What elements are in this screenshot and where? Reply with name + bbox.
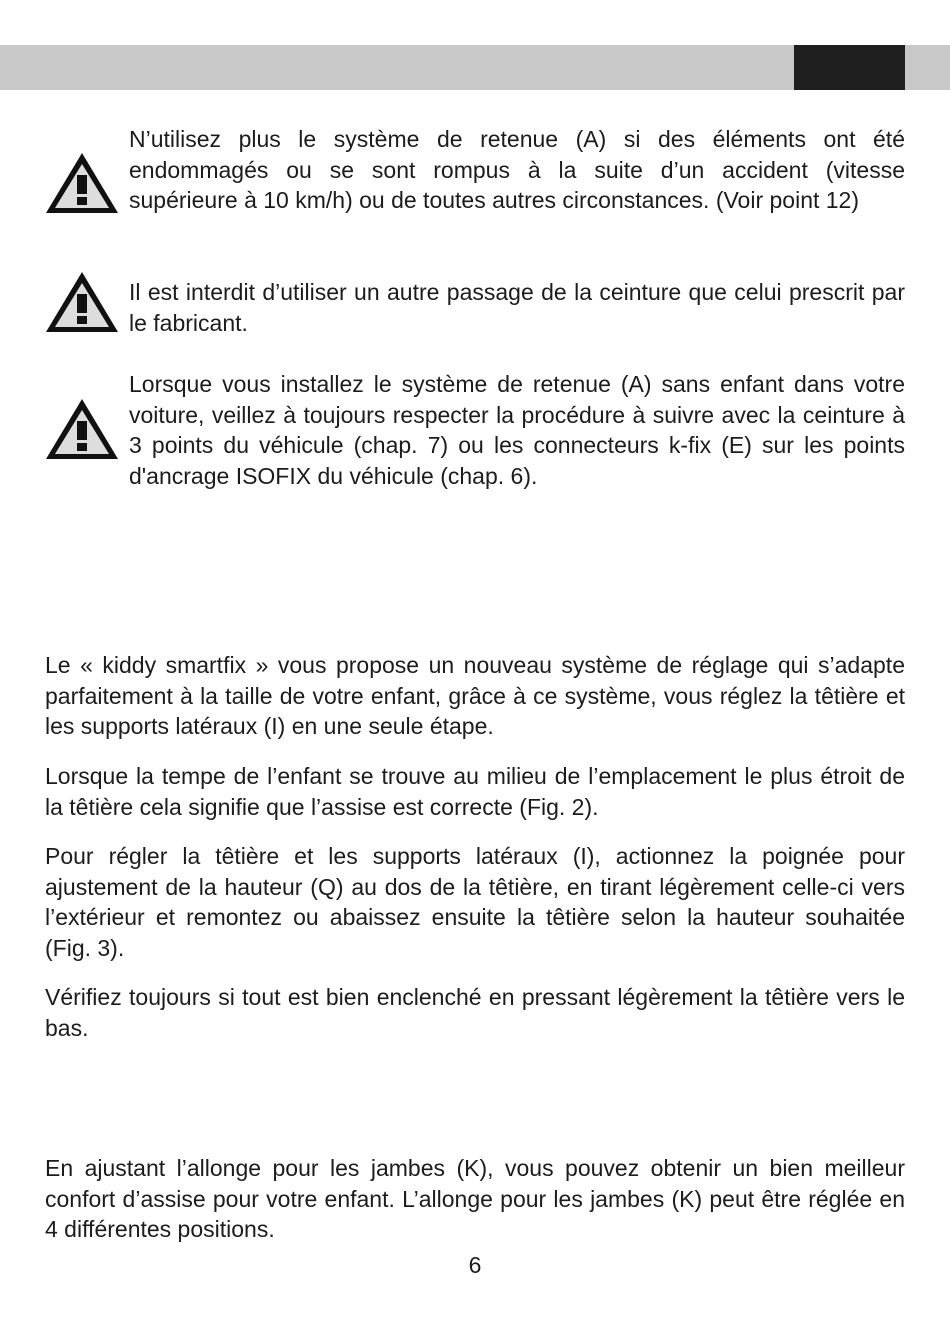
body-paragraph: Pour régler la têtière et les supports latéraux (I), actionnez la poignée pour ajustement de la hauteur (Q) au dos de la têtière, en tirant légèrement celle-ci vers l’extérieur et remontez ou abaissez ensuite la têtière selon la hauteur souhaitée (Fig. 3). [45,843,905,961]
warning-triangle-icon [44,270,120,334]
warning-block [44,124,905,249]
body-paragraph: En ajustant l’allonge pour les jambes (K), vous pouvez obtenir un bien meilleur confort d’assise pour votre enfant. L’allonge pour les jambes (K) peut être réglée en 4 différentes positions. [45,1155,905,1242]
body-paragraph: Vérifiez toujours si tout est bien enclenché en pressant légèrement la têtière vers le bas. [45,984,905,1041]
body-paragraph: Le « kiddy smartfix » vous propose un nouveau système de réglage qui s’adapte parfaitement à la taille de votre enfant, grâce à ce système, vous réglez la têtière et les supports latéraux (I) en une seule étape. [45,652,905,739]
warning-text: Il est interdit d’utiliser un autre passage de la ceinture que celui prescrit par le fabricant. [129,279,905,336]
page-number: 6 [468,1252,482,1278]
warning-triangle-icon [44,151,120,215]
warning-text: Lorsque vous installez le système de retenue (A) sans enfant dans votre voiture, veillez à toujours respecter la procédure à suivre avec la ceinture à 3 points du véhicule (chap. 7) ou les connecteurs k-fix (E) sur les points d'ancrage ISOFIX du véhicule (chap. 6). [129,371,905,489]
body-paragraph: Lorsque la tempe de l’enfant se trouve au milieu de l’emplacement le plus étroit de la têtière cela signifie que l’assise est correcte (Fig. 2). [45,763,905,820]
warning-triangle-icon [44,397,120,461]
warning-block [44,277,905,341]
warning-text: N’utilisez plus le système de retenue (A) si des éléments ont été endommagés ou se sont rompus à la suite d’un accident (vitesse supérieure à 10 km/h) ou de toutes autres circonstances. (Voir point 12) [129,126,905,213]
header-tab [794,45,905,90]
warning-block [44,369,905,494]
